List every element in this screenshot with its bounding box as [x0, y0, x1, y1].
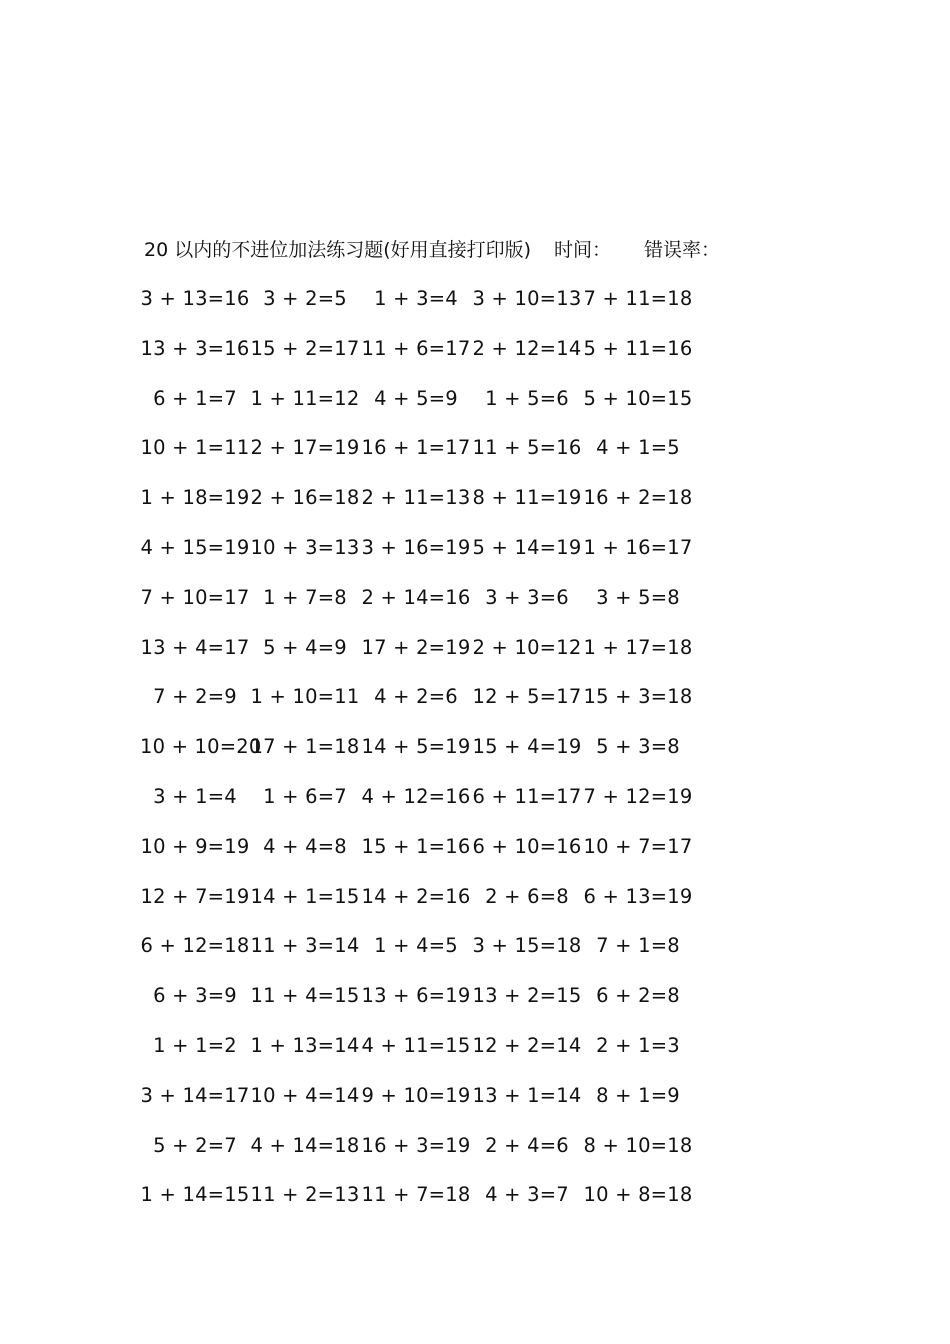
addition-problem: 7 + 11=18	[583, 287, 693, 310]
addition-problem: 12 + 7=19	[140, 884, 250, 908]
problem-row	[140, 981, 700, 1031]
addition-problem: 2 + 10=12	[472, 635, 582, 659]
addition-problem: 8 + 10=18	[583, 1133, 693, 1157]
addition-problem: 10 + 4=14	[250, 1083, 360, 1107]
addition-problem: 2 + 11=13	[361, 486, 471, 510]
problem-row	[140, 782, 700, 832]
problem-row	[140, 931, 700, 981]
addition-problem: 9 + 10=19	[361, 1083, 471, 1107]
addition-problem: 10 + 1=11	[140, 436, 250, 460]
addition-problem: 4 + 5=9	[374, 386, 458, 410]
addition-problem: 13 + 3=16	[140, 336, 250, 360]
addition-problem: 4 + 4=8	[263, 834, 347, 858]
addition-problem: 12 + 2=14	[472, 1033, 582, 1057]
problem-row	[140, 682, 700, 732]
addition-problem: 1 + 6=7	[263, 784, 347, 808]
addition-problem: 1 + 7=8	[263, 585, 347, 609]
problem-row	[140, 882, 700, 932]
addition-problem: 5 + 2=7	[153, 1133, 237, 1157]
addition-problem: 2 + 4=6	[485, 1133, 569, 1157]
addition-problem: 4 + 15=19	[140, 535, 250, 559]
addition-problem: 10 + 8=18	[583, 1183, 693, 1207]
addition-problem: 3 + 10=13	[472, 287, 582, 310]
addition-problem: 4 + 2=6	[374, 685, 458, 709]
addition-problem: 10 + 10=20	[140, 735, 262, 759]
addition-problem: 6 + 13=19	[583, 884, 693, 908]
addition-problem: 1 + 16=17	[583, 535, 693, 559]
addition-problem: 10 + 7=17	[583, 834, 693, 858]
addition-problem: 1 + 18=19	[140, 486, 250, 510]
addition-problem: 2 + 16=18	[250, 486, 360, 510]
addition-problem: 3 + 13=16	[140, 287, 250, 310]
addition-problem: 10 + 9=19	[140, 834, 250, 858]
time-label: 时间：	[554, 239, 612, 261]
addition-problem: 5 + 4=9	[263, 635, 347, 659]
addition-problem: 16 + 1=17	[361, 436, 471, 460]
addition-problem: 11 + 3=14	[250, 934, 360, 958]
addition-problem: 5 + 3=8	[596, 735, 680, 759]
addition-problem: 13 + 1=14	[472, 1083, 582, 1107]
addition-problem: 11 + 4=15	[250, 984, 360, 1008]
addition-problem: 8 + 1=9	[596, 1083, 680, 1107]
worksheet-header	[144, 236, 721, 264]
addition-problem: 6 + 2=8	[596, 984, 680, 1008]
addition-problem: 1 + 10=11	[250, 685, 360, 709]
addition-problem: 5 + 11=16	[583, 336, 693, 360]
addition-problem: 3 + 5=8	[596, 585, 680, 609]
problem-row	[140, 483, 700, 533]
addition-problem: 2 + 6=8	[485, 884, 569, 908]
addition-problem: 10 + 3=13	[250, 535, 360, 559]
addition-problem: 7 + 12=19	[583, 784, 693, 808]
problem-row	[140, 384, 700, 434]
addition-problem: 7 + 1=8	[596, 934, 680, 958]
addition-problem: 2 + 1=3	[596, 1033, 680, 1057]
addition-problem: 11 + 7=18	[361, 1183, 471, 1207]
problem-row	[140, 284, 700, 334]
addition-problem: 6 + 11=17	[472, 784, 582, 808]
problem-row	[140, 832, 700, 882]
problem-row	[140, 334, 700, 384]
addition-problem: 16 + 3=19	[361, 1133, 471, 1157]
addition-problem: 13 + 6=19	[361, 984, 471, 1008]
problem-row	[140, 533, 700, 583]
addition-problem: 7 + 2=9	[153, 685, 237, 709]
addition-problem: 5 + 10=15	[583, 386, 693, 410]
addition-problem: 6 + 1=7	[153, 386, 237, 410]
addition-problem: 17 + 1=18	[250, 735, 360, 759]
addition-problem: 3 + 14=17	[140, 1083, 250, 1107]
addition-problem: 14 + 5=19	[361, 735, 471, 759]
addition-problem: 4 + 1=5	[596, 436, 680, 460]
addition-problem: 4 + 3=7	[485, 1183, 569, 1207]
addition-problem: 1 + 1=2	[153, 1033, 237, 1057]
addition-problem: 2 + 17=19	[250, 436, 360, 460]
addition-problem: 5 + 14=19	[472, 535, 582, 559]
addition-problem: 1 + 11=12	[250, 386, 360, 410]
addition-problem: 16 + 2=18	[583, 486, 693, 510]
addition-problem: 1 + 14=15	[140, 1183, 250, 1207]
problem-row	[140, 1081, 700, 1131]
addition-problem: 14 + 1=15	[250, 884, 360, 908]
worksheet-title: 20 以内的不进位加法练习题(好用直接打印版)	[144, 239, 532, 261]
addition-problem: 11 + 6=17	[361, 336, 471, 360]
problem-row	[140, 732, 700, 782]
addition-problem: 13 + 2=15	[472, 984, 582, 1008]
problem-row	[140, 1180, 700, 1230]
addition-problem: 17 + 2=19	[361, 635, 471, 659]
problem-row	[140, 1131, 700, 1181]
addition-problem: 12 + 5=17	[472, 685, 582, 709]
addition-problem: 11 + 2=13	[250, 1183, 360, 1207]
problem-row	[140, 433, 700, 483]
addition-problem: 1 + 4=5	[374, 934, 458, 958]
error-rate-label: 错误率：	[644, 239, 721, 261]
addition-problem: 15 + 3=18	[583, 685, 693, 709]
addition-problem: 1 + 5=6	[485, 386, 569, 410]
addition-problem: 4 + 12=16	[361, 784, 471, 808]
addition-problem: 4 + 11=15	[361, 1033, 471, 1057]
addition-problem: 1 + 13=14	[250, 1033, 360, 1057]
addition-problem: 14 + 2=16	[361, 884, 471, 908]
addition-problem: 15 + 1=16	[361, 834, 471, 858]
addition-problem: 2 + 12=14	[472, 336, 582, 360]
addition-problem: 15 + 2=17	[250, 336, 360, 360]
addition-problem: 7 + 10=17	[140, 585, 250, 609]
problem-row	[140, 1031, 700, 1081]
addition-problem: 3 + 16=19	[361, 535, 471, 559]
addition-problem: 11 + 5=16	[472, 436, 582, 460]
problem-grid	[140, 284, 700, 1230]
addition-problem: 3 + 2=5	[263, 287, 347, 310]
addition-problem: 3 + 15=18	[472, 934, 582, 958]
addition-problem: 13 + 4=17	[140, 635, 250, 659]
problem-row	[140, 633, 700, 683]
addition-problem: 6 + 10=16	[472, 834, 582, 858]
addition-problem: 15 + 4=19	[472, 735, 582, 759]
addition-problem: 1 + 3=4	[374, 287, 458, 310]
addition-problem: 1 + 17=18	[583, 635, 693, 659]
problem-row	[140, 583, 700, 633]
addition-problem: 3 + 1=4	[153, 784, 237, 808]
addition-problem: 6 + 3=9	[153, 984, 237, 1008]
addition-problem: 8 + 11=19	[472, 486, 582, 510]
addition-problem: 6 + 12=18	[140, 934, 250, 958]
addition-problem: 4 + 14=18	[250, 1133, 360, 1157]
addition-problem: 3 + 3=6	[485, 585, 569, 609]
addition-problem: 2 + 14=16	[361, 585, 471, 609]
